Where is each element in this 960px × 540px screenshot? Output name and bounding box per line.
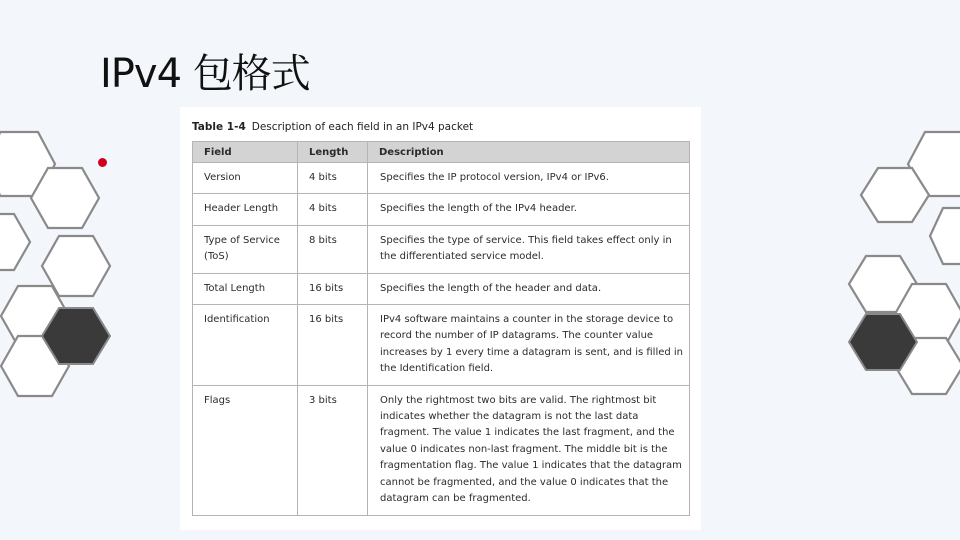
ipv4-fields-table <box>192 141 690 516</box>
hexagon-dark-icon <box>849 314 917 370</box>
table-caption-label: Table 1-4 <box>192 121 246 133</box>
cell-field: Total Length <box>193 273 298 304</box>
cell-description: Specifies the type of service. This field takes effect only in the differentiated service model. <box>368 225 690 273</box>
hexagon-icon <box>895 284 960 344</box>
cell-field: Flags <box>193 385 298 515</box>
table-row <box>193 225 690 273</box>
cell-length: 8 bits <box>298 225 368 273</box>
hexagon-icon <box>895 338 960 394</box>
cell-description: Specifies the length of the header and data. <box>368 273 690 304</box>
hexagon-icon <box>861 168 929 222</box>
table-row <box>193 385 690 515</box>
cell-field: Version <box>193 163 298 194</box>
table-row <box>193 194 690 225</box>
cell-length: 16 bits <box>298 273 368 304</box>
cell-description: Only the rightmost two bits are valid. The rightmost bit indicates whether the datagram is not the last data fragment. The value 1 indicates the last fragment, and the value 0 indicates non-last fragment. The middle bit is the fragmentation flag. The value 1 indicates that the datagram cannot be fragmented, and the value 0 indicates that the datagram can be fragmented. <box>368 385 690 515</box>
column-header-field: Field <box>193 142 298 163</box>
cell-field: Type of Service (ToS) <box>193 225 298 273</box>
hexagon-icon <box>908 132 960 196</box>
table-row <box>193 273 690 304</box>
cell-description: Specifies the length of the IPv4 header. <box>368 194 690 225</box>
page-title: IPv4 包格式 <box>100 51 310 97</box>
column-header-length: Length <box>298 142 368 163</box>
hexagon-icon <box>930 208 960 264</box>
cell-length: 4 bits <box>298 163 368 194</box>
column-header-description: Description <box>368 142 690 163</box>
hexagon-icon <box>0 214 30 270</box>
hexagon-icon <box>849 256 917 312</box>
table-caption <box>192 121 473 133</box>
cell-field: Header Length <box>193 194 298 225</box>
table-row <box>193 305 690 386</box>
table-image-panel <box>180 107 701 530</box>
cell-length: 4 bits <box>298 194 368 225</box>
bullet-icon <box>98 158 107 167</box>
table-row <box>193 163 690 194</box>
cell-field: Identification <box>193 305 298 386</box>
cell-length: 16 bits <box>298 305 368 386</box>
cell-description: Specifies the IP protocol version, IPv4 or IPv6. <box>368 163 690 194</box>
table-header-row <box>193 142 690 163</box>
table-caption-text: Description of each field in an IPv4 packet <box>251 121 474 133</box>
cell-length: 3 bits <box>298 385 368 515</box>
cell-description: IPv4 software maintains a counter in the storage device to record the number of IP datagrams. The counter value increases by 1 every time a datagram is sent, and is filled in the Identification field. <box>368 305 690 386</box>
